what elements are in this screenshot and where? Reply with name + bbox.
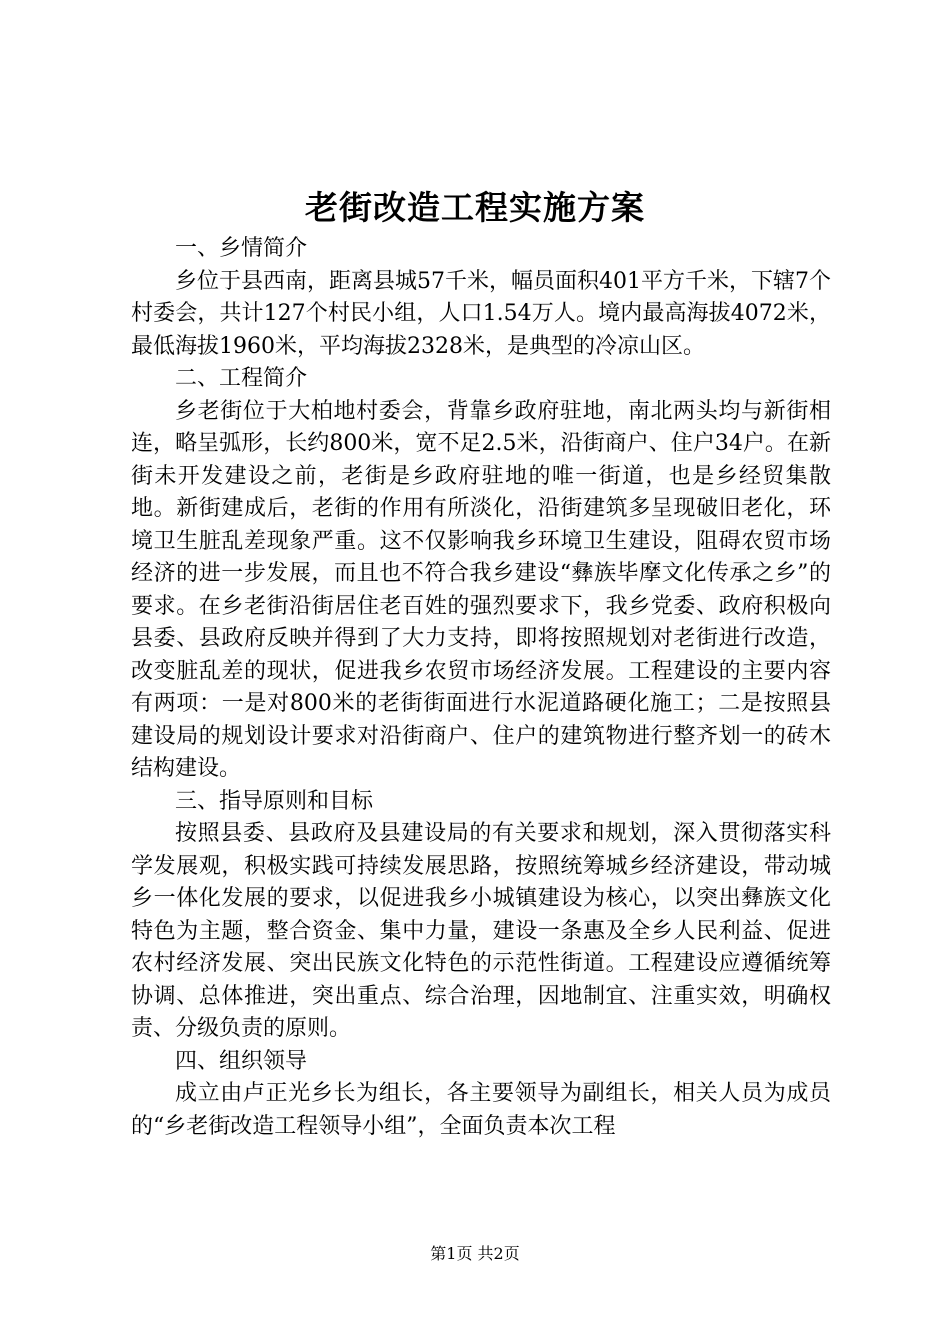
page-title: 老街改造工程实施方案 (305, 188, 645, 227)
section-paragraph: 乡位于县西南，距离县城57千米，幅员面积401平方千米，下辖7个村委会，共计127个村民小组，人口1.54万人。境内最高海拔4072米，最低海拔1960米，平均海拔2328米，是典型的冷凉山区。 (131, 268, 831, 359)
section-heading: 二、工程简介 (175, 366, 308, 391)
section-heading: 三、指导原则和目标 (175, 788, 374, 814)
section-paragraph: 乡老街位于大柏地村委会，背靠乡政府驻地，南北两头均与新街相连，略呈弧形，长约800米，宽不足2.5米，沿街商户、住户34户。在新街未开发建设之前，老街是乡政府驻地的唯一街道，也是乡经贸集散地。新街建成后，老街的作用有所淡化，沿街建筑多呈现破旧老化，环境卫生脏乱差现象严重。这不仅影响我乡环境卫生建设，阻碍农贸市场经济的进一步发展，而且也不符合我乡建设“彝族毕摩文化传承之乡”的要求。在乡老街沿街居住老百姓的强烈要求下，我乡党委、政府积极向县委、县政府反映并得到了大力支持，即将按照规划对老街进行改造，改变脏乱差的现状，促进我乡农贸市场经济发展。工程建设的主要内容有两项：一是对800米的老街街面进行水泥道路硬化施工；二是按照县建设局的规划设计要求对沿街商户、住户的建筑物进行整齐划一的砖木结构建设。 (131, 398, 831, 781)
section-heading: 一、乡情简介 (175, 236, 308, 261)
document-body (131, 233, 831, 1143)
page-footer: 第1页 共2页 (430, 1244, 520, 1263)
section-paragraph: 成立由卢正光乡长为组长，各主要领导为副组长，相关人员为成员的“乡老街改造工程领导小组”，全面负责本次工程 (131, 1081, 831, 1139)
section-heading: 四、组织领导 (175, 1048, 308, 1074)
section-paragraph: 按照县委、县政府及县建设局的有关要求和规划，深入贯彻落实科学发展观，积极实践可持续发展思路，按照统筹城乡经济建设，带动城乡一体化发展的要求，以促进我乡小城镇建设为核心，以突出彝族文化特色为主题，整合资金、集中力量，建设一条惠及全乡人民利益、促进农村经济发展、突出民族文化特色的示范性街道。工程建设应遵循统筹协调、总体推进，突出重点、综合治理，因地制宜、注重实效，明确权责、分级负责的原则。 (131, 821, 831, 1041)
